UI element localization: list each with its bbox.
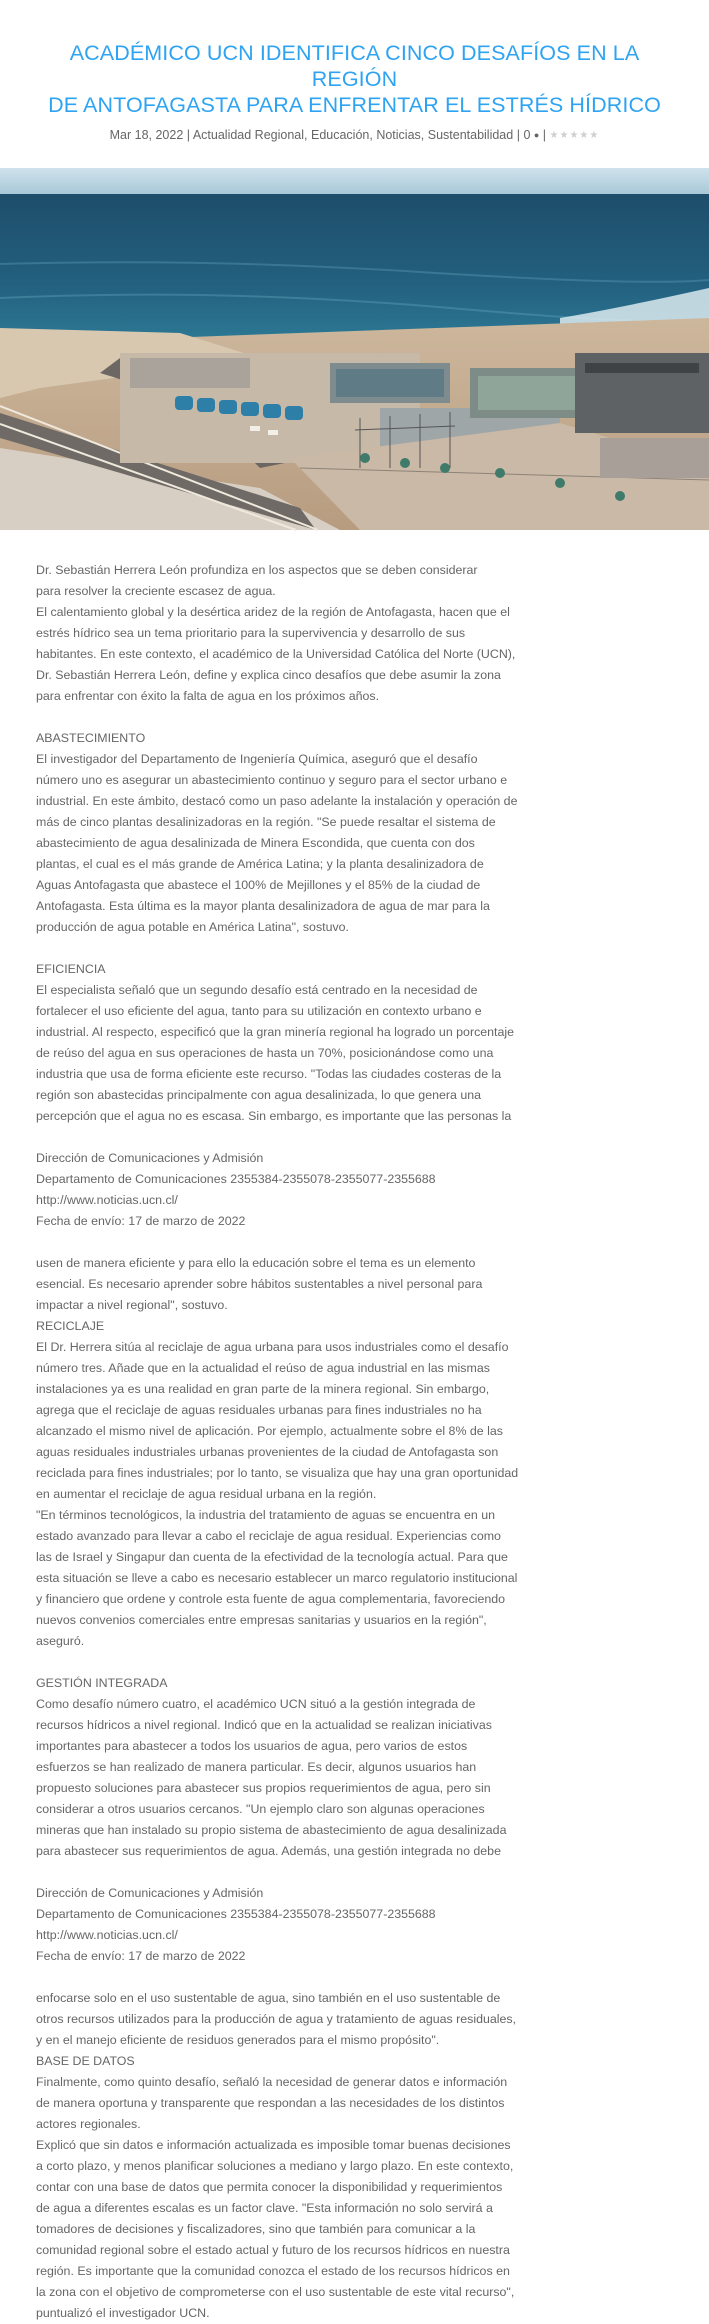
contact-department: Dirección de Comunicaciones y Admisión xyxy=(36,1151,264,1165)
paragraph-line: región son abastecidas principalmente con agua desalinizada, lo que genera una xyxy=(36,1088,481,1102)
section-eficiencia xyxy=(36,959,546,1127)
paragraph-line: reciclada para fines industriales; por lo tanto, se visualiza que hay una gran oportunidad xyxy=(36,1466,519,1480)
paragraph-line: otros recursos utilizados para la producción de agua y tratamiento de aguas residuales, xyxy=(36,2012,517,2026)
paragraph-line: Dr. Sebastián Herrera León, define y explica cinco desafíos que debe asumir la zona xyxy=(36,668,501,682)
paragraph-line: esencial. Es necesario aprender sobre hábitos sustentables a nivel personal para xyxy=(36,1277,483,1291)
paragraph-line: considerar a otros usuarios cercanos. "Un ejemplo claro son algunas operaciones xyxy=(36,1802,485,1816)
section-eficiencia-cont xyxy=(36,1253,546,1316)
contact-date: Fecha de envío: 17 de marzo de 2022 xyxy=(36,1214,246,1228)
intro-section xyxy=(36,560,546,707)
paragraph-line: enfocarse solo en el uso sustentable de agua, sino también en el uso sustentable de xyxy=(36,1991,501,2005)
paragraph-line: puntualizó el investigador UCN. xyxy=(36,2306,210,2320)
paragraph-line: número uno es asegurar un abastecimiento continuo y seguro para el sector urbano e xyxy=(36,773,508,787)
paragraph-line: recursos hídricos a nivel regional. Indicó que en la actualidad se realizan iniciativas xyxy=(36,1718,492,1732)
paragraph-line: Finalmente, como quinto desafío, señaló la necesidad de generar datos e información xyxy=(36,2075,508,2089)
paragraph-line: industrial. En este ámbito, destacó como un paso adelante la instalación y operación de xyxy=(36,794,518,808)
paragraph-line: Dr. Sebastián Herrera León profundiza en los aspectos que se deben considerar xyxy=(36,563,478,577)
contact-phones: Departamento de Comunicaciones 2355384-2355078-2355077-2355688 xyxy=(36,1907,436,1921)
paragraph-line: Antofagasta. Esta última es la mayor planta desalinizadora de agua de mar para la xyxy=(36,899,490,913)
post-date: Mar 18, 2022 xyxy=(109,128,184,142)
paragraph-line: esfuerzos se han realizado de manera particular. Es decir, algunos usuarios han xyxy=(36,1760,477,1774)
paragraph-line: región. Es importante que la comunidad conozca el estado de los recursos hídricos en xyxy=(36,2264,510,2278)
section-datos xyxy=(36,2051,546,2324)
paragraph-line: propuesto soluciones para abastecer sus propios requerimientos de agua, pero sin xyxy=(36,1781,491,1795)
post-header xyxy=(0,0,709,145)
post-title-line2: DE ANTOFAGASTA PARA ENFRENTAR EL ESTRÉS HÍDRICO xyxy=(48,93,661,117)
paragraph-line: "En términos tecnológicos, la industria del tratamiento de aguas se encuentra en un xyxy=(36,1508,495,1522)
section-gestion xyxy=(36,1673,546,1862)
paragraph-line: de agua a diferentes escalas es un factor clave. "Esta información no solo servirá a xyxy=(36,2201,493,2215)
paragraph-line: plantas, el cual es el más grande de América Latina; y la planta desalinizadora de xyxy=(36,857,484,871)
post-content xyxy=(36,560,546,2324)
contact-url: http://www.noticias.ucn.cl/ xyxy=(36,1928,178,1942)
paragraph-line: para enfrentar con éxito la falta de agua en los próximos años. xyxy=(36,689,380,703)
meta-separator: | xyxy=(542,128,547,142)
paragraph-line: a corto plazo, y menos planificar soluciones a mediano y largo plazo. En este contexto, xyxy=(36,2159,514,2173)
paragraph-line: tomadores de decisiones y fiscalizadores, sino que también para comunicar a la xyxy=(36,2222,476,2236)
contact-department: Dirección de Comunicaciones y Admisión xyxy=(36,1886,264,1900)
section-heading: GESTIÓN INTEGRADA xyxy=(36,1676,168,1690)
section-abastecimiento xyxy=(36,728,546,938)
paragraph-line: El Dr. Herrera sitúa al reciclaje de agua urbana para usos industriales como el desafío xyxy=(36,1340,509,1354)
paragraph-line: estrés hídrico sea un tema prioritario para la supervivencia y desarrollo de sus xyxy=(36,626,466,640)
contact-date: Fecha de envío: 17 de marzo de 2022 xyxy=(36,1949,246,1963)
paragraph-line: contar con una base de datos que permita conocer la disponibilidad y requerimientos xyxy=(36,2180,503,2194)
category-link-actualidad-regional[interactable]: Actualidad Regional xyxy=(192,128,305,142)
section-gestion-cont xyxy=(36,1988,546,2051)
contact-url: http://www.noticias.ucn.cl/ xyxy=(36,1193,178,1207)
paragraph-line: número tres. Añade que en la actualidad el reúso de agua industrial en las mismas xyxy=(36,1361,490,1375)
paragraph-line: esta situación se lleve a cabo es necesario establecer un marco regulatorio institucional xyxy=(36,1571,518,1585)
paragraph-line: para resolver la creciente escasez de agua. xyxy=(36,584,276,598)
paragraph-line: industrial. Al respecto, especificó que la gran minería regional ha logrado un porcentaje xyxy=(36,1025,515,1039)
meta-separator: | xyxy=(516,128,520,142)
post-meta: Mar 18, 2022 | Actualidad Regional, Educación, Noticias, Sustentabilidad | 0 ● | ★★★★★ xyxy=(109,128,600,142)
paragraph-line: y financiero que ordene y controle esta fuente de agua complementaria, favoreciendo xyxy=(36,1592,506,1606)
section-heading: BASE DE DATOS xyxy=(36,2054,135,2068)
paragraph-line: El calentamiento global y la desértica aridez de la región de Antofagasta, hacen que el xyxy=(36,605,510,619)
meta-separator: | xyxy=(186,128,191,142)
paragraph-line: las de Israel y Singapur dan cuenta de la efectividad de la tecnología actual. Para que xyxy=(36,1550,508,1564)
paragraph-line: importantes para abastecer a todos los usuarios de agua, pero varios de estos xyxy=(36,1739,468,1753)
paragraph-line: producción de agua potable en América Latina", sostuvo. xyxy=(36,920,349,934)
paragraph-line: instalaciones ya es una realidad en gran parte de la minera regional. Sin embargo, xyxy=(36,1382,490,1396)
paragraph-line: y en el manejo eficiente de residuos generados para el mismo propósito". xyxy=(36,2033,440,2047)
paragraph-line: aguas residuales industriales urbanas provenientes de la ciudad de Antofagasta son xyxy=(36,1445,499,1459)
paragraph-line: impactar a nivel regional", sostuvo. xyxy=(36,1298,228,1312)
paragraph-line: Explicó que sin datos e información actualizada es imposible tomar buenas decisiones xyxy=(36,2138,511,2152)
paragraph-line: Como desafío número cuatro, el académico UCN situó a la gestión integrada de xyxy=(36,1697,476,1711)
section-heading: RECICLAJE xyxy=(36,1319,105,1333)
contact-phones: Departamento de Comunicaciones 2355384-2355078-2355077-2355688 xyxy=(36,1172,436,1186)
paragraph-line: estado avanzado para llevar a cabo el reciclaje de agua residual. Experiencias como xyxy=(36,1529,501,1543)
paragraph-line: actores regionales. xyxy=(36,2117,141,2131)
paragraph-line: mineras que han instalado su propio sistema de abastecimiento de agua desalinizada xyxy=(36,1823,507,1837)
paragraph-line: abastecimiento de agua desalinizada de Minera Escondida, que cuenta con dos xyxy=(36,836,475,850)
section-heading: ABASTECIMIENTO xyxy=(36,731,146,745)
contact-block xyxy=(36,1148,546,1232)
paragraph-line: El especialista señaló que un segundo desafío está centrado en la necesidad de xyxy=(36,983,478,997)
paragraph-line: usen de manera eficiente y para ello la educación sobre el tema es un elemento xyxy=(36,1256,476,1270)
hero-image xyxy=(0,168,709,530)
star-rating-icon: ★★★★★ xyxy=(549,130,600,141)
section-reciclaje xyxy=(36,1316,546,1652)
paragraph-line: alcanzado el mismo nivel de aplicación. Por ejemplo, actualmente sobre el 8% de las xyxy=(36,1424,503,1438)
paragraph-line: de reúso del agua en sus operaciones de hasta un 70%, posicionándose como una xyxy=(36,1046,494,1060)
paragraph-line: para abastecer sus requerimientos de agua. Además, una gestión integrada no debe xyxy=(36,1844,501,1858)
desalination-plant-photo xyxy=(0,168,709,530)
category-link-sustentabilidad[interactable]: Sustentabilidad xyxy=(427,128,514,142)
paragraph-line: aseguró. xyxy=(36,1634,85,1648)
section-heading: EFICIENCIA xyxy=(36,962,106,976)
category-link-noticias[interactable]: Noticias xyxy=(376,128,421,142)
paragraph-line: nuevos convenios comerciales entre empresas sanitarias y usuarios en la región", xyxy=(36,1613,487,1627)
comment-icon: ● xyxy=(533,130,540,140)
paragraph-line: agrega que el reciclaje de aguas residuales urbanas para fines industriales no ha xyxy=(36,1403,482,1417)
paragraph-line: la zona con el objetivo de comprometerse con el uso sustentable de este vital recurso", xyxy=(36,2285,515,2299)
paragraph-line: más de cinco plantas desalinizadoras en la región. "Se puede resaltar el sistema de xyxy=(36,815,496,829)
paragraph-line: fortalecer el uso eficiente del agua, tanto para su utilización en contexto urbano e xyxy=(36,1004,482,1018)
paragraph-line: habitantes. En este contexto, el académico de la Universidad Católica del Norte (UCN), xyxy=(36,647,516,661)
paragraph-line: El investigador del Departamento de Ingeniería Química, aseguró que el desafío xyxy=(36,752,478,766)
paragraph-line: de manera oportuna y transparente que respondan a las necesidades de los distintos xyxy=(36,2096,505,2110)
paragraph-line: en aumentar el reciclaje de agua residual urbana en la región. xyxy=(36,1487,377,1501)
paragraph-line: industria que usa de forma eficiente este recurso. "Todas las ciudades costeras de la xyxy=(36,1067,502,1081)
post-title-line1: ACADÉMICO UCN IDENTIFICA CINCO DESAFÍOS EN LA REGIÓN xyxy=(69,41,640,91)
paragraph-line: comunidad regional sobre el estado actual y futuro de los recursos hídricos en nuestra xyxy=(36,2243,510,2257)
contact-block-2 xyxy=(36,1883,546,1967)
comments-link[interactable] xyxy=(523,128,539,142)
category-link-educacion[interactable]: Educación xyxy=(310,128,370,142)
comments-count: 0 xyxy=(523,128,531,142)
paragraph-line: percepción que el agua no es escasa. Sin embargo, es importante que las personas la xyxy=(36,1109,512,1123)
post-title xyxy=(40,40,669,118)
paragraph-line: Aguas Antofagasta que abastece el 100% de Mejillones y el 85% de la ciudad de xyxy=(36,878,481,892)
